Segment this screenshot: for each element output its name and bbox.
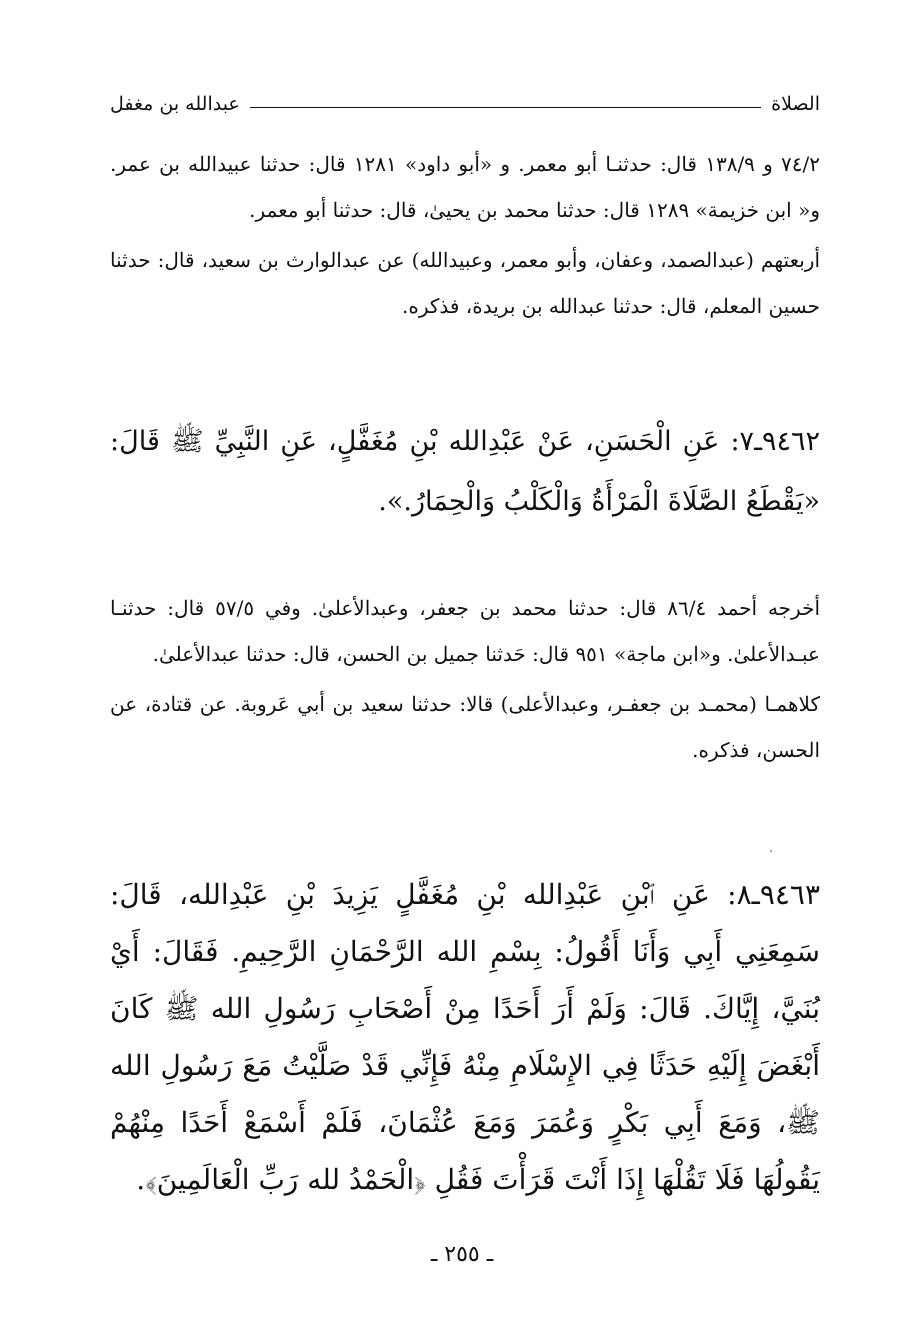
section-title: عبدالله بن مغفل — [110, 93, 240, 115]
scan-speck — [770, 850, 772, 852]
running-header — [110, 88, 820, 120]
header-rule — [250, 107, 761, 108]
page-number: ـ ٢٥٥ ـ — [430, 1242, 494, 1267]
source-paragraph: أربعتهم (عبدالصمد، وعفان، وأبو معمر، وعبيدالله) عن عبدالوارث بن سعيد، قال: حدثنا حسين المعلم، قال: حدثنا عبدالله بن بريدة، فذكره. — [110, 248, 820, 318]
hadith-text: ٩٤٦٢ـ٧: عَنِ الْحَسَنِ، عَنْ عَبْدِالله بْنِ مُغَفَّلٍ، عَنِ النَّبِيِّ ﷺ قَالَ: «يَقْطَعُ الصَّلَاةَ الْمَرْأَةُ وَالْكَلْبُ وَالْحِمَارُ.». — [110, 426, 820, 517]
source-paragraph: ٧٤/٢ و ١٣٨/٩ قال: حدثنـا أبو معمر. و «أبو داود» ١٢٨١ قال: حدثنا عبيدالله بن عمر. و« ابن خزيمة» ١٢٨٩ قال: حدثنا محمد بن يحيىٰ، قال: حدثنا أبو معمر. — [110, 152, 821, 222]
chapter-title: الصلاة — [771, 93, 820, 115]
source-block-2 — [110, 585, 820, 773]
source-paragraph: أخرجه أحمد ٨٦/٤ قال: حدثنا محمد بن جعفر، وعبدالأعلىٰ. وفي ٥٧/٥ قال: حدثنـا عبـدالأعلىٰ. و«ابن ماجة» ٩٥١ قال: حَدثنا جميل بن الحسن، قال: حدثنا عبدالأعلىٰ. — [110, 596, 820, 666]
hadith-9462 — [110, 412, 820, 532]
hadith-text: ٩٤٦٣ـ٨: عَنِ ٱبْنِ عَبْدِالله بْنِ مُغَفَّلٍ يَزِيدَ بْنِ عَبْدِالله، قَالَ: سَمِعَنِي أَبِي وَأَنَا أَقُولُ: بِسْمِ الله الرَّحْمَانِ الرَّحِيمِ. فَقَالَ: أَيْ بُنَيَّ، إِيَّاكَ. قَالَ: وَلَمْ أَرَ أَحَدًا مِنْ أَصْحَابِ رَسُولِ الله ﷺ كَانَ أَبْغَضَ إِلَيْهِ حَدَثًا فِي الإِسْلَامِ مِنْهُ فَإِنِّي قَدْ صَلَّيْتُ مَعَ رَسُولِ الله ﷺ، وَمَعَ أَبِي بَكْرٍ وَعُمَرَ وَمَعَ عُثْمَانَ، فَلَمْ أَسْمَعْ أَحَدًا مِنْهُمْ يَقُولُهَا فَلَا تَقُلْهَا إِذَا أَنْتَ قَرَأْتَ فَقُلِ ﴿الْحَمْدُ لله رَبِّ الْعَالَمِينَ﴾. — [110, 878, 820, 1196]
hadith-9463 — [110, 866, 820, 1208]
source-block-1 — [110, 141, 820, 329]
source-paragraph: كلاهمـا (محمـد بن جعفـر، وعبدالأعلى) قالا: حدثنا سعيد بن أبي عَروبة. عن قتادة، عن الحسن، فذكره. — [110, 692, 820, 762]
